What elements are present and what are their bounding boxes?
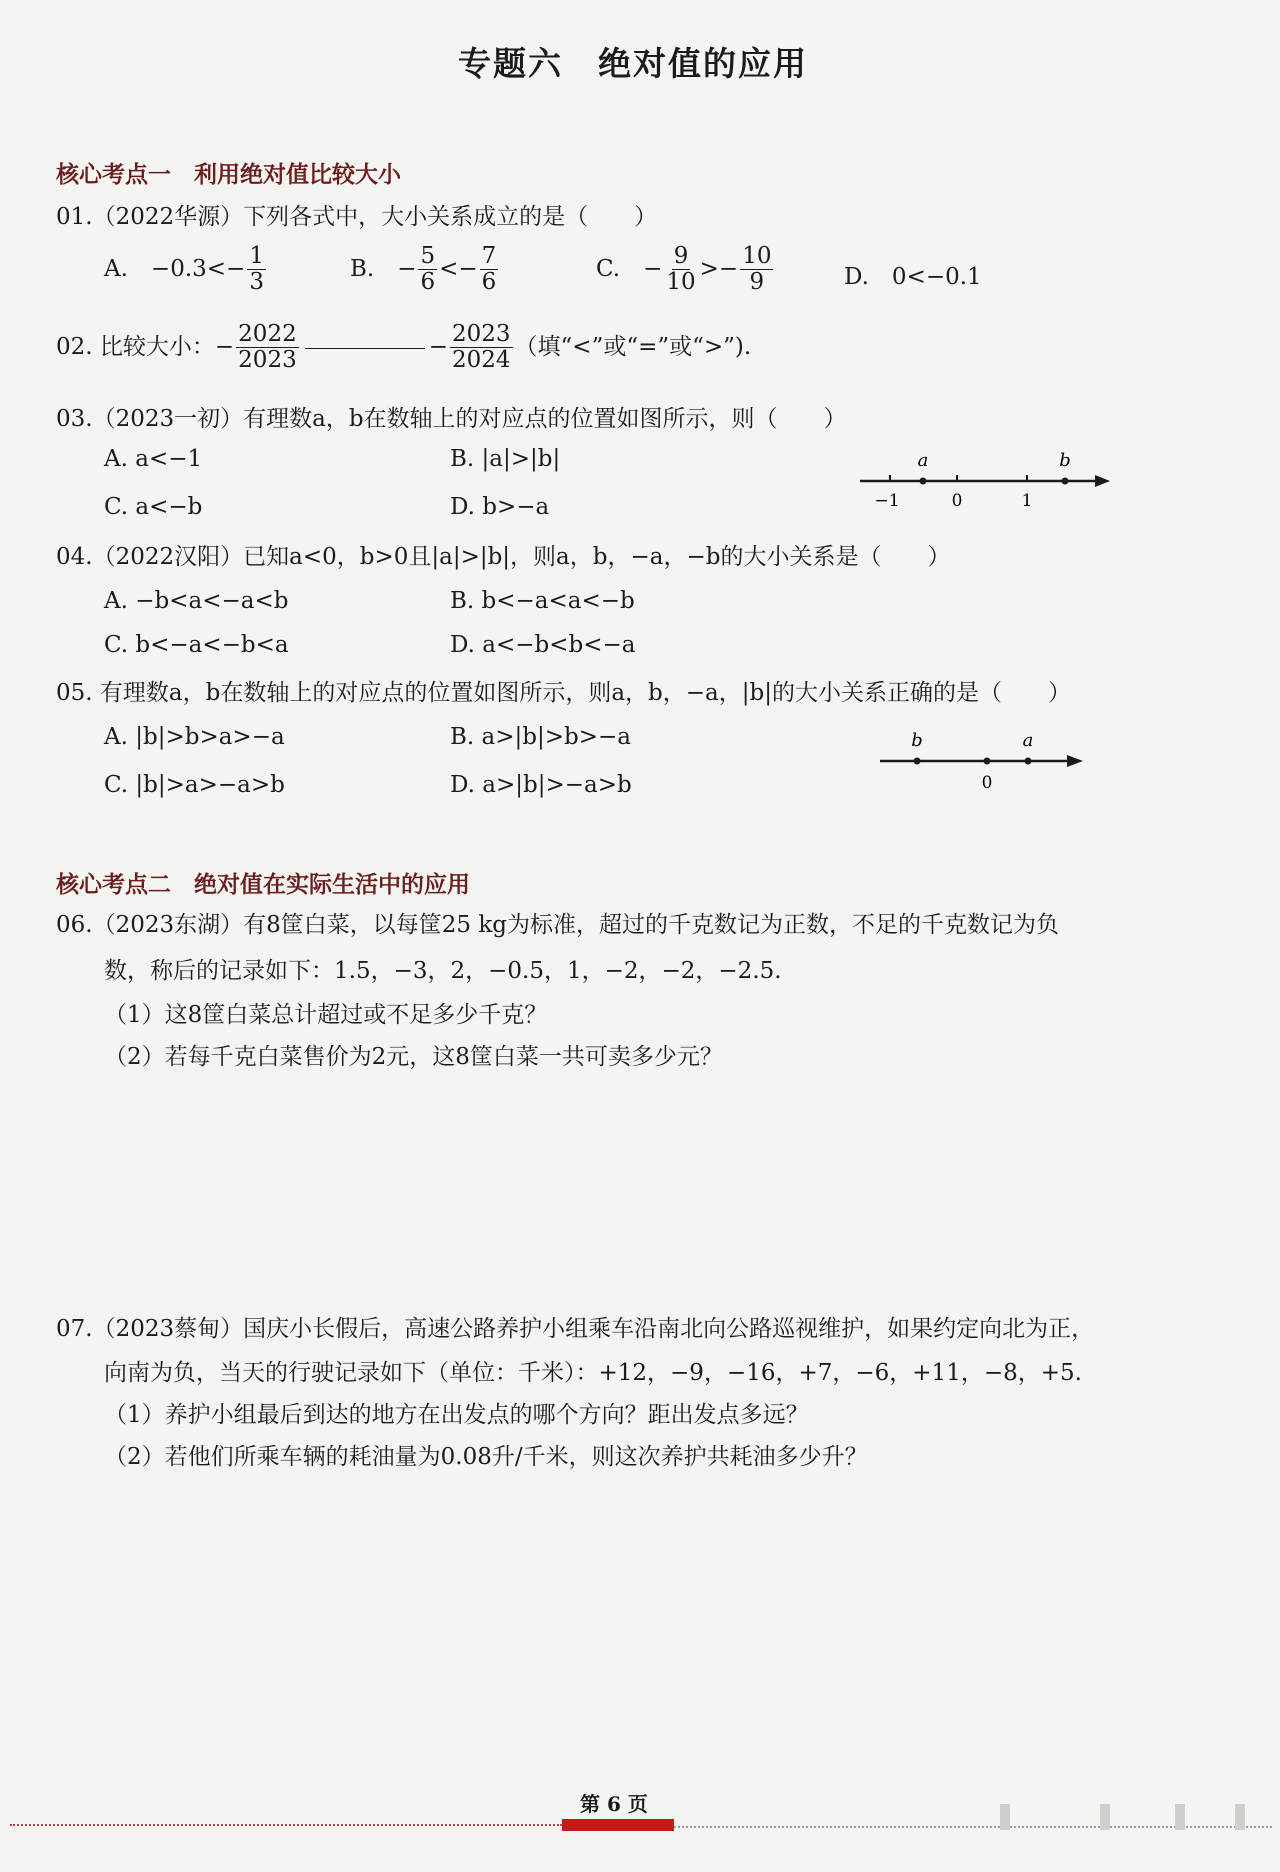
question-03-option-d: D. b>−a [450,494,550,520]
point-origin [984,758,991,765]
question-05-option-d: D. a>|b|>−a>b [450,772,632,798]
question-07-sub-2: （2）若他们所乘车辆的耗油量为0.08升/千米，则这次养护共耗油多少升？ [104,1444,868,1470]
section-heading-1: 核心考点一 利用绝对值比较大小 [56,161,401,188]
question-06-line-1: 06.（2023东湖）有8筐白菜，以每筐25 kg为标准，超过的千克数记为正数，不足的千克数记为负 [56,912,1059,938]
tick-label-0: 0 [951,491,963,510]
tick-label-minus-1: −1 [874,491,900,510]
label-b: b [1059,450,1071,471]
point-a [920,478,927,485]
page-number: 第 6 页 [580,1792,648,1816]
number-line-q05 [875,728,1095,794]
point-b [1062,478,1069,485]
question-05-option-b: B. a>|b|>b>−a [450,724,631,750]
question-07-line-1: 07.（2023蔡甸）国庆小长假后，高速公路养护小组乘车沿南北向公路巡视维护，如果约定向北为正， [56,1316,1095,1342]
question-01-option-a: A. −0.3<− $\frac{1}{3}$ [104,243,264,296]
question-01-stem: 01.（2022华源）下列各式中，大小关系成立的是（ ） [56,204,658,230]
question-03-option-c: C. a<−b [104,494,203,520]
page-title: 专题六 绝对值的应用 [458,44,808,83]
question-03-stem: 03.（2023一初）有理数a，b在数轴上的对应点的位置如图所示，则（ ） [56,406,847,432]
number-line-q03 [855,448,1115,510]
question-05-stem: 05. 有理数a，b在数轴上的对应点的位置如图所示，则a，b，−a，|b|的大小关系正确的是（ ） [56,680,1071,706]
question-02: 02. 比较大小：− $\frac{2022}{2023}$ − $\frac{2023}{2024}$ （填“<”或“=”或“>”). [56,321,752,374]
question-04-option-b: B. b<−a<a<−b [450,588,635,614]
binding-mark [1000,1804,1010,1830]
label-a: a [1022,730,1034,751]
binding-mark [1235,1804,1245,1830]
footer-accent-bar [562,1819,674,1831]
question-06-line-2: 数，称后的记录如下：1.5，−3，2，−0.5，1，−2，−2，−2.5. [104,958,782,984]
question-03-option-b: B. |a|>|b| [450,446,561,472]
question-01-option-d: D. 0<−0.1 [844,264,982,290]
question-04-option-d: D. a<−b<b<−a [450,632,636,658]
footer-divider-left [10,1824,562,1826]
label-a: a [917,450,929,471]
answer-blank [305,347,425,349]
question-05-option-c: C. |b|>a>−a>b [104,772,285,798]
question-01-option-c: C. − $\frac{9}{10}$ >− $\frac{10}{9}$ [596,243,772,296]
question-01-option-b: B. − $\frac{5}{6}$ <− $\frac{7}{6}$ [350,243,497,296]
question-07-sub-1: （1）养护小组最后到达的地方在出发点的哪个方向？距出发点多远？ [104,1402,809,1428]
question-07-line-2: 向南为负，当天的行驶记录如下（单位：千米）：+12，−9，−16，+7，−6，+11，−8，+5. [104,1360,1082,1386]
question-05-option-a: A. |b|>b>a>−a [104,724,285,750]
tick-label-1: 1 [1021,491,1033,510]
label-b: b [911,730,923,751]
question-04-stem: 04.（2022汉阳）已知a<0，b>0且|a|>|b|，则a，b，−a，−b的大小关系是（ ） [56,544,951,570]
question-04-option-c: C. b<−a<−b<a [104,632,289,658]
point-a [1025,758,1032,765]
tick-label-0: 0 [981,773,993,793]
binding-mark [1100,1804,1110,1830]
binding-mark [1175,1804,1185,1830]
point-b [914,758,921,765]
question-03-option-a: A. a<−1 [104,446,203,472]
question-06-sub-2: （2）若每千克白菜售价为2元，这8筐白菜一共可卖多少元？ [104,1044,723,1070]
section-heading-2: 核心考点二 绝对值在实际生活中的应用 [56,871,470,898]
question-06-sub-1: （1）这8筐白菜总计超过或不足多少千克？ [104,1002,548,1028]
question-04-option-a: A. −b<a<−a<b [104,588,289,614]
